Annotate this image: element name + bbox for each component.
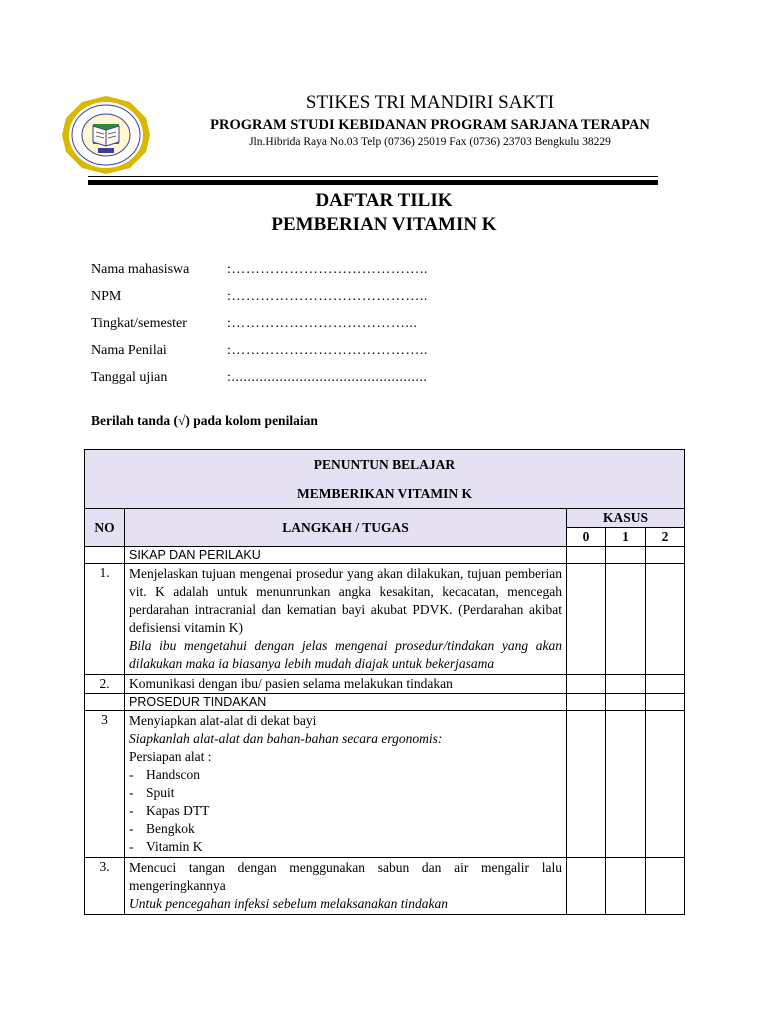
identity-label: Nama Penilai <box>91 343 167 358</box>
identity-label: Tanggal ujian <box>91 370 168 385</box>
score-cell-2[interactable] <box>646 858 685 915</box>
score-header-0: 0 <box>567 528 606 547</box>
task-text: Menjelaskan tujuan mengenai prosedur yang akan dilakukan, tujuan pemberian vit. K adalah untuk menunrunkan angka kesakitan, kecacatan, mencegah perdarahan intracranial dan kematian bayi akubat PDVK. (Perdarahan akibat defisiensi vitamin K) <box>129 566 562 635</box>
identity-value: :………………………………….. <box>227 289 428 304</box>
document-title <box>84 189 684 237</box>
table-row <box>85 711 685 858</box>
table-row <box>85 564 685 675</box>
identity-label: Tingkat/semester <box>91 316 187 331</box>
identity-row-semester <box>91 316 417 332</box>
score-cell-0[interactable] <box>567 858 606 915</box>
score-cell-0[interactable] <box>567 694 606 711</box>
institution-address: Jln.Hibrida Raya No.03 Telp (0736) 25019 Fax (0736) 23703 Bengkulu 38229 <box>249 136 611 148</box>
section-row <box>85 547 685 564</box>
task-text: Komunikasi dengan ibu/ pasien selama melakukan tindakan <box>125 675 567 694</box>
list-dash: - <box>129 785 134 800</box>
list-dash: - <box>129 803 134 818</box>
table-row <box>85 858 685 915</box>
table-row <box>85 675 685 694</box>
task-note: Untuk pencegahan infeksi sebelum melaksanakan tindakan <box>129 896 449 911</box>
score-cell-2[interactable] <box>646 547 685 564</box>
institution-name: STIKES TRI MANDIRI SAKTI <box>305 92 555 113</box>
list-item-label: Kapas DTT <box>146 803 210 818</box>
list-item-label: Bengkok <box>146 821 195 836</box>
identity-value: :………………………………... <box>227 316 418 331</box>
task-cell <box>125 711 567 858</box>
row-number: 1. <box>85 564 125 675</box>
identity-row-student-name <box>91 262 428 278</box>
program-name: PROGRAM STUDI KEBIDANAN PROGRAM SARJANA TERAPAN <box>210 117 650 133</box>
score-cell-0[interactable] <box>567 675 606 694</box>
score-cell-1[interactable] <box>606 858 646 915</box>
column-header-no: NO <box>85 509 125 547</box>
title-line-1: DAFTAR TILIK <box>315 190 453 211</box>
score-header-1: 1 <box>606 528 646 547</box>
task-note: Siapkanlah alat-alat dan bahan-bahan secara ergonomis: <box>129 731 443 746</box>
task-subheading: Persiapan alat : <box>129 749 212 764</box>
score-cell-2[interactable] <box>646 694 685 711</box>
section-row <box>85 694 685 711</box>
task-text: Mencuci tangan dengan menggunakan sabun dan air mengalir lalu mengeringkannya <box>129 860 562 893</box>
score-cell-1[interactable] <box>606 547 646 564</box>
identity-row-exam-date <box>91 370 427 386</box>
header-rule-thick <box>88 180 658 185</box>
identity-label: NPM <box>91 289 122 304</box>
score-header-2: 2 <box>646 528 685 547</box>
identity-value: :………………………………….. <box>227 343 428 358</box>
section-label-procedure: PROSEDUR TINDAKAN <box>125 694 567 711</box>
score-cell-2[interactable] <box>646 711 685 858</box>
row-number: 3. <box>85 858 125 915</box>
row-number: 3 <box>85 711 125 858</box>
identity-label: Nama mahasiswa <box>91 262 190 277</box>
column-header-task: LANGKAH / TUGAS <box>125 509 567 547</box>
score-cell-1[interactable] <box>606 564 646 675</box>
list-item-label: Handscon <box>146 767 200 782</box>
score-cell-1[interactable] <box>606 711 646 858</box>
table-cell <box>85 694 125 711</box>
list-dash: - <box>129 839 134 854</box>
list-item-label: Spuit <box>146 785 175 800</box>
task-note: Bila ibu mengetahui dengan jelas mengenai prosedur/tindakan yang akan dilakukan maka ia biasanya lebih mudah diajak untuk bekerjasama <box>129 638 562 671</box>
task-cell <box>125 564 567 675</box>
list-item-label: Vitamin K <box>146 839 203 854</box>
table-title-line-2: MEMBERIKAN VITAMIN K <box>296 486 472 501</box>
task-text: Menyiapkan alat-alat di dekat bayi <box>129 713 317 728</box>
instruction-text: Berilah tanda (√) pada kolom penilaian <box>91 413 318 428</box>
score-cell-1[interactable] <box>606 694 646 711</box>
list-dash: - <box>129 821 134 836</box>
score-cell-0[interactable] <box>567 547 606 564</box>
score-cell-1[interactable] <box>606 675 646 694</box>
score-cell-2[interactable] <box>646 564 685 675</box>
identity-row-assessor <box>91 343 428 359</box>
score-cell-0[interactable] <box>567 711 606 858</box>
identity-row-npm <box>91 289 428 305</box>
row-number: 2. <box>85 675 125 694</box>
title-line-2: PEMBERIAN VITAMIN K <box>271 214 497 235</box>
checklist-table <box>84 449 684 915</box>
score-cell-2[interactable] <box>646 675 685 694</box>
identity-value: :................................................. <box>227 370 428 385</box>
list-item <box>129 838 562 856</box>
task-cell <box>125 858 567 915</box>
table-title-line-1: PENUNTUN BELAJAR <box>313 457 456 472</box>
list-item <box>129 820 562 838</box>
list-dash: - <box>129 767 134 782</box>
column-header-kasus: KASUS <box>567 509 685 528</box>
identity-value: :………………………………….. <box>227 262 428 277</box>
table-title-cell <box>85 450 685 509</box>
institution-logo <box>60 94 152 176</box>
list-item <box>129 802 562 820</box>
list-item <box>129 784 562 802</box>
table-cell <box>85 547 125 564</box>
list-item <box>129 766 562 784</box>
section-label-attitude: SIKAP DAN PERILAKU <box>125 547 567 564</box>
header-rule-thin <box>88 176 658 177</box>
score-cell-0[interactable] <box>567 564 606 675</box>
equipment-list <box>129 766 562 856</box>
